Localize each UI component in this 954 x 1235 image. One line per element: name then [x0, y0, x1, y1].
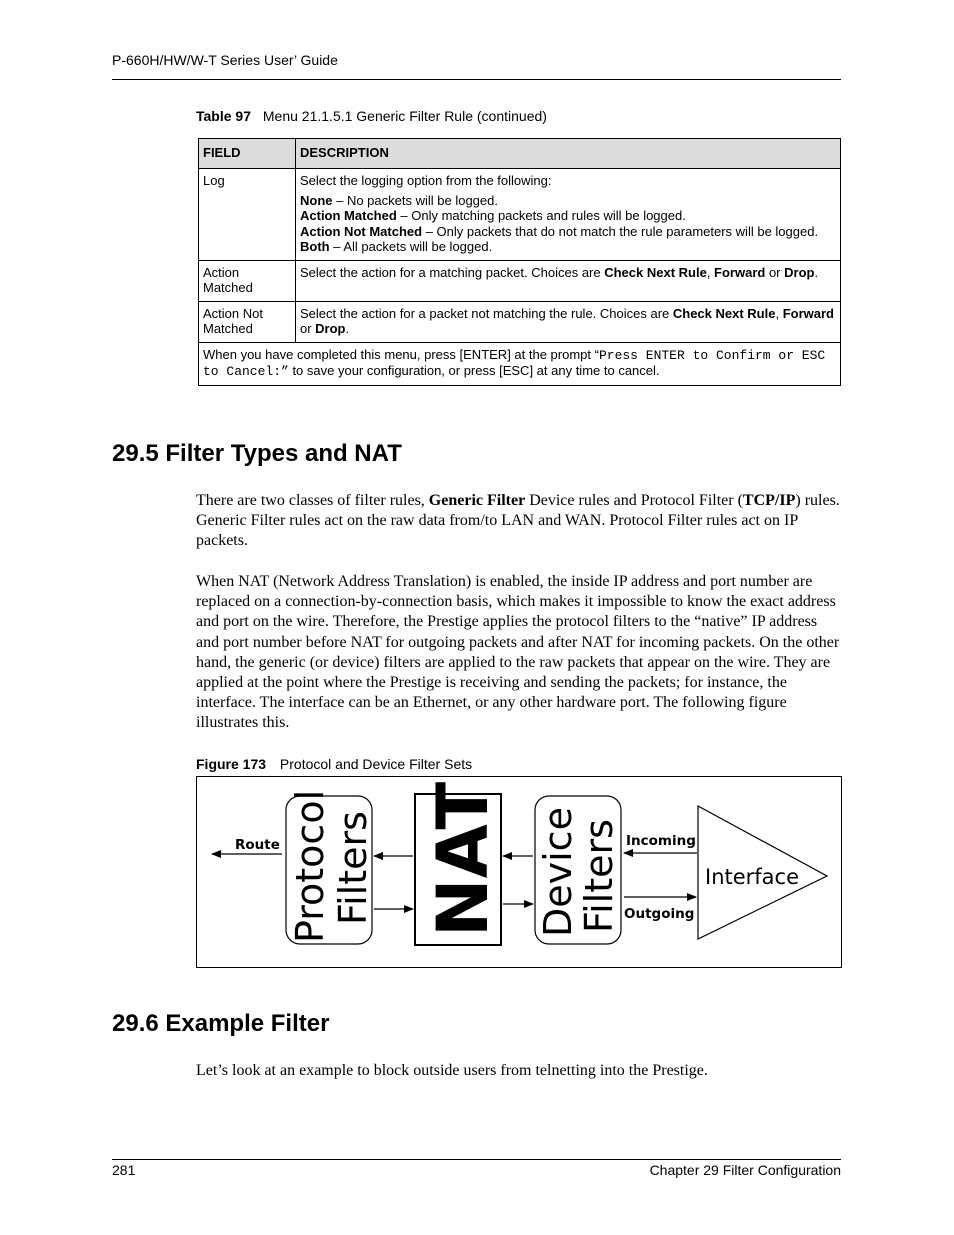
description-cell [296, 260, 841, 301]
outgoing-label: Outgoing [624, 906, 695, 922]
section-heading-29-6: 29.6 Example Filter [112, 1010, 330, 1037]
description-cell [296, 169, 841, 261]
footer-divider [112, 1159, 841, 1160]
table-header-row [199, 139, 841, 169]
table-caption-text: Menu 21.1.5.1 Generic Filter Rule (continued) [262, 108, 547, 124]
description-text: , [775, 305, 783, 321]
protocol-filters-label-line2: Filters [331, 811, 375, 925]
table-row [199, 260, 841, 301]
table-caption-label: Table 97 [196, 108, 251, 124]
table-caption [196, 108, 547, 124]
header-divider [112, 79, 841, 80]
option-term: Action Matched [300, 208, 397, 223]
paragraph-text: There are two classes of filter rules, [196, 492, 429, 509]
paragraph-filter-classes [196, 491, 841, 552]
figure-caption-label: Figure 173 [196, 756, 267, 772]
choice-term: Check Next Rule [672, 305, 776, 321]
table-row [199, 301, 841, 342]
option-text: – Only matching packets and rules will be logged. [396, 208, 686, 223]
column-header-description: DESCRIPTION [296, 139, 841, 169]
column-header-field: FIELD [199, 139, 296, 169]
description-text: . [345, 321, 350, 336]
log-option [300, 193, 836, 209]
table-footer-note [199, 342, 841, 385]
device-filters-label-line1: Device [536, 807, 580, 937]
paragraph-nat: When NAT (Network Address Translation) is enabled, the inside IP address and port number are replaced on a connection-by-connection basis, which makes it impossible to know the exact address and port on the wire. Therefore, the Prestige applies the protocol filters to the “native” IP address and port number before NAT for outgoing packets and after NAT for incoming packets. On the other hand, the generic (or device) filters are applied to the raw packets that appear on the wire. They are applied at the point where the Prestige is receiving and sending the packets; for instance, the interface. The interface can be an Ethernet, or any other hardware port. The following figure illustrates this. [196, 573, 840, 732]
option-text: – No packets will be logged. [332, 192, 498, 208]
option-text: – Only packets that do not match the rule parameters will be logged. [422, 223, 819, 239]
page-number: 281 [112, 1162, 136, 1178]
interface-label: Interface [705, 865, 800, 889]
table-footer-row [199, 342, 841, 385]
choice-term: Drop [784, 264, 815, 280]
description-text: . [814, 264, 819, 280]
figure-caption [196, 756, 472, 772]
paragraph-term: TCP/IP [742, 492, 796, 509]
log-option [300, 208, 836, 224]
route-label: Route [235, 837, 280, 853]
option-term: None [300, 192, 333, 208]
log-option [300, 239, 836, 255]
filter-sets-figure [196, 776, 842, 968]
field-cell: Log [199, 169, 296, 261]
option-term: Action Not Matched [300, 223, 423, 239]
description-text: or [765, 264, 785, 280]
description-text: , [706, 264, 715, 280]
running-header: P-660H/HW/W-T Series User’ Guide [112, 52, 338, 68]
table-row [199, 169, 841, 261]
incoming-label: Incoming [626, 833, 696, 849]
option-text: – All packets will be logged. [329, 239, 493, 254]
paragraph-example: Let’s look at an example to block outside users from telnetting into the Prestige. [196, 1062, 708, 1079]
description-cell [296, 301, 841, 342]
prompt-code: Press ENTER to Confirm or ESC to Cancel:” [203, 347, 826, 379]
field-cell: Action Matched [199, 260, 296, 301]
choice-term: Forward [714, 264, 766, 280]
field-cell: Action Not Matched [199, 301, 296, 342]
protocol-filters-label-line1: Protocol [288, 789, 332, 943]
filter-sets-diagram [197, 777, 841, 967]
description-text: Select the action for a matching packet. Choices are [300, 264, 605, 280]
footer-note-text: When you have completed this menu, press [ENTER] at the prompt “ [203, 346, 599, 362]
option-term: Both [300, 239, 330, 254]
paragraph-term: Generic Filter [428, 492, 526, 509]
paragraph-text: Device rules and Protocol Filter ( [525, 492, 743, 509]
device-filters-label-line2: Filters [577, 819, 621, 933]
section-heading-29-5: 29.5 Filter Types and NAT [112, 440, 402, 467]
description-text: Select the action for a packet not matching the rule. Choices are [300, 305, 673, 321]
filter-rule-table [198, 138, 841, 386]
choice-term: Check Next Rule [604, 264, 707, 280]
chapter-title: Chapter 29 Filter Configuration [649, 1162, 841, 1178]
description-intro: Select the logging option from the following: [300, 173, 552, 188]
choice-term: Drop [315, 321, 346, 336]
nat-label: NAT [422, 781, 504, 937]
description-text: or [300, 321, 316, 336]
footer-note-text: to save your configuration, or press [ESC] at any time to cancel. [288, 363, 660, 378]
choice-term: Forward [782, 305, 834, 321]
paragraph-text: ) rules. Generic Filter rules act on the raw data from/to LAN and WAN. Protocol Filter rules act on IP packets. [196, 492, 840, 550]
log-option [300, 224, 836, 240]
figure-caption-text: Protocol and Device Filter Sets [279, 756, 473, 772]
